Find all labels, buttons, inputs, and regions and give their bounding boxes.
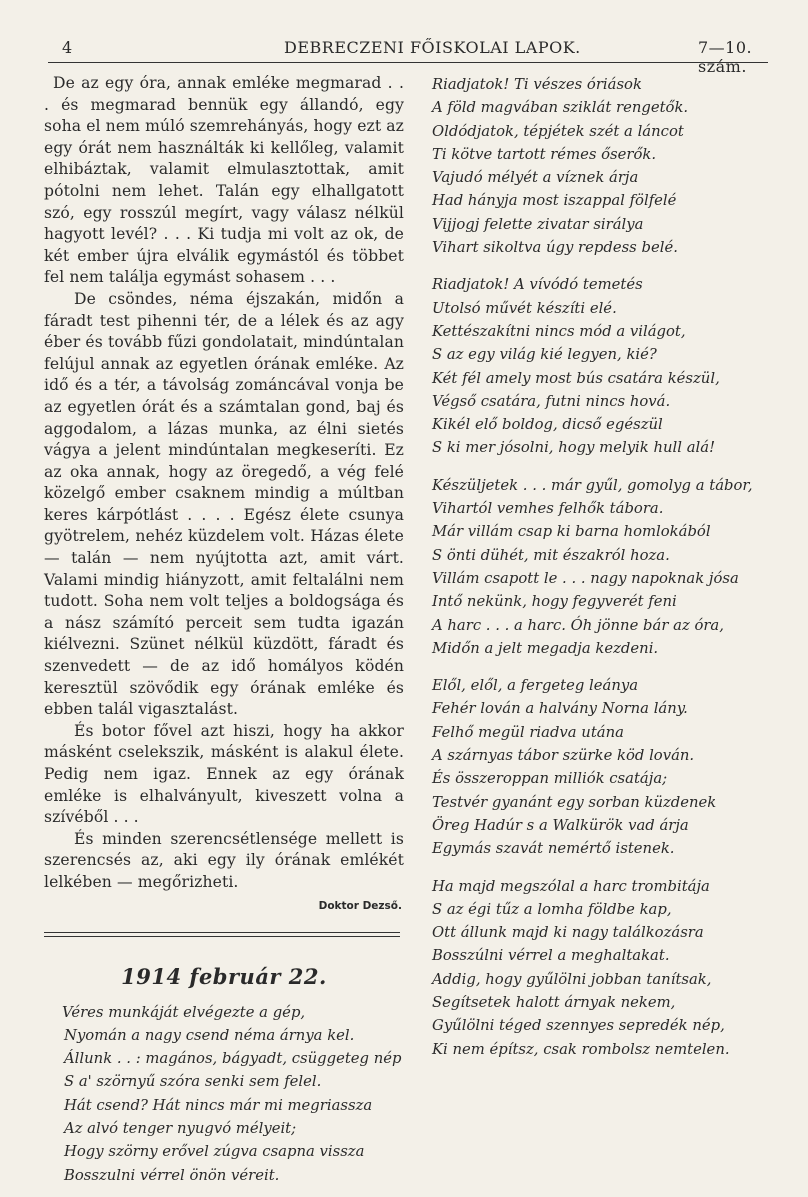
poem-line: Ha majd megszólal a harc trombitája — [432, 877, 710, 895]
poem-line: Vihartól vemhes felhők tábora. — [432, 500, 664, 518]
poem-line: Két fél amely most bús csatára készül, — [432, 369, 720, 387]
header-rule — [48, 62, 768, 63]
poem-line: Midőn a jelt megadja kezdeni. — [432, 639, 659, 657]
poem-stanza — [44, 1001, 404, 1187]
section-divider — [44, 932, 400, 937]
journal-title: DEBRECZENI FŐISKOLAI LAPOK. — [284, 38, 581, 57]
poem-line: Állunk . . : magános, bágyadt, csüggeteg nép — [64, 1050, 402, 1068]
issue-number: 7—10. szám. — [698, 38, 753, 76]
poem-line: Vajudó mélyét a víznek árja — [432, 169, 639, 187]
article-signature: Doktor Dezső. — [318, 899, 402, 912]
right-column — [432, 73, 762, 1068]
poem-line: Felhő megül riadva utána — [432, 723, 624, 741]
poem-stanza — [432, 474, 762, 660]
poem-stanza — [432, 273, 762, 459]
poem-line: Intő nekünk, hogy fegyverét feni — [432, 593, 677, 611]
page-header — [48, 38, 768, 76]
poem-line: A föld magvában sziklát rengetők. — [432, 99, 689, 117]
poem-line: A harc . . . a harc. Óh jönne bár az óra, — [432, 616, 724, 634]
poem-line: Kettészakítni nincs mód a világot, — [432, 322, 686, 340]
poem-line: Utolsó művét készíti elé. — [432, 299, 617, 317]
poem-line: Kikél elő boldog, dicső egészül — [432, 416, 663, 434]
article-paragraph: De csöndes, néma éjszakán, midőn a fáradt test pihenni tér, de a lélek és az agy éber és tovább fűzi gondolatait, mindúntalan felújul annak az egyetlen órának emléke. Az idő és a tér, a távolság zománcával vonja be az egyetlen órát és a számtalan gond, baj és aggodalom, a lázas munka, az élni sietés vágya a jelent mindúntalan megkeseríti. Ez az oka annak, hogy az öregedő, a vég felé közelgő ember csaknem mindig a múltban keres kárpótlást . . . . Egész élete csunya gyötrelem, nehéz küzdelem volt. Házas élete — talán — nem nyújtotta azt, amit várt. Valami mindig hiányzott, amit feltalálni nem tudott. Soha nem volt teljes a boldogsága és a nász számító perceit sem tudta igazán kiélvezni. Szünet nélkül küzdött, fáradt és szenvedett — de az idő homályos ködén keresztül szövődik egy órának emléke és ebben talál vigasztalást. — [44, 289, 404, 719]
poem-stanza — [432, 674, 762, 860]
page-number: 4 — [62, 38, 73, 57]
poem-line: És összeroppan milliók csatája; — [432, 770, 668, 788]
poem-line: S az egy világ kié legyen, kié? — [432, 346, 657, 364]
article-paragraph: De az egy óra, annak emléke megmarad . . . és megmarad bennük egy állandó, egy soha el nem múló szemrehányás, hogy ezt az egy órát nem használták ki kellőleg, valamit elhibáztak, valamit elmulasztottak, amit pótolni nem lehet. Talán egy elhallgatott szó, egy rosszúl megírt, vagy válasz nélkül hagyott levél? . . . Ki tudja mi volt az ok, de két ember újra elválik egymástól és többet fel nem találja egymást sohasem . . . — [44, 74, 404, 287]
poem-line: Bosszúlni vérrel a meghaltakat. — [432, 947, 670, 965]
poem-line: Had hányja most iszappal fölfelé — [432, 192, 677, 210]
poem-line: S az égi tűz a lomha földbe kap, — [432, 900, 672, 918]
poem-line: Készüljetek . . . már gyűl, gomolyg a tábor, — [432, 476, 753, 494]
poem-line: Már villám csap ki barna homlokából — [432, 523, 711, 541]
poem-line: Elől, elől, a fergeteg leánya — [432, 677, 639, 695]
poem-line: Ott állunk majd ki nagy találkozásra — [432, 924, 704, 942]
poem-line: Hát csend? Hát nincs már mi megriassza — [64, 1096, 373, 1114]
poem-line: Vijjogj felette zivatar sirálya — [432, 215, 644, 233]
article-paragraph: És botor fővel azt hiszi, hogy ha akkor másként cselekszik, másként is alakul élete. Pedig nem igaz. Ennek az egy órának emléke is elhalványult, kiveszett volna a szívéből . . . — [44, 721, 404, 827]
poem-line: Nyomán a nagy csend néma árnya kel. — [64, 1026, 355, 1044]
article-paragraph: És minden szerencsétlensége mellett is szerencsés az, aki egy ily órának emlékét lelkében — megőrizheti. — [44, 829, 404, 891]
poem-line: Véres munkáját elvégezte a gép, — [62, 1003, 306, 1021]
poem-line: S ki mer jósolni, hogy melyik hull alá! — [432, 439, 716, 457]
poem-line: Segítsetek halott árnyak nekem, — [432, 993, 676, 1011]
poem-line: Ki nem építsz, csak rombolsz nemtelen. — [432, 1040, 730, 1058]
poem-stanza — [432, 875, 762, 1061]
poem-line: Egymás szavát nemértő istenek. — [432, 840, 675, 858]
poem-line: Riadjatok! Ti vészes óriások — [432, 76, 642, 93]
poem-line: Vihart sikoltva úgy repdess belé. — [432, 239, 678, 257]
poem-line: Végső csatára, futni nincs hová. — [432, 392, 671, 410]
poem-line: S a' szörnyű szóra senki sem felel. — [64, 1073, 322, 1091]
poem-line: Oldódjatok, tépjétek szét a láncot — [432, 122, 684, 140]
poem-line: S önti dühét, mit északról hoza. — [432, 546, 670, 564]
left-column — [44, 73, 404, 1197]
poem-line: Gyűlölni téged szennyes sepredék nép, — [432, 1017, 725, 1035]
poem-line: Az alvó tenger nyugvó mélyeit; — [64, 1120, 297, 1138]
poem-line: Hogy szörny erővel zúgva csapna vissza — [64, 1143, 365, 1161]
poem-line: Testvér gyanánt egy sorban küzdenek — [432, 793, 717, 811]
poem-line: Bosszulni vérrel önön véreit. — [64, 1166, 280, 1184]
poem-line: Addig, hogy gyűlölni jobban tanítsak, — [432, 970, 712, 988]
poem-line: A szárnyas tábor szürke köd lován. — [432, 747, 695, 765]
poem-line: Öreg Hadúr s a Walkürök vad árja — [432, 816, 689, 834]
article-body — [44, 73, 404, 894]
poem-stanza — [432, 73, 762, 259]
poem-title: 1914 február 22. — [121, 963, 327, 989]
poem-line: Fehér lován a halvány Norna lány. — [432, 700, 688, 718]
poem-line: Villám csapott le . . . nagy napoknak jósa — [432, 569, 739, 587]
poem-line: Ti kötve tartott rémes őserők. — [432, 145, 657, 163]
poem-line: Riadjatok! A vívódó temetés — [432, 276, 643, 294]
